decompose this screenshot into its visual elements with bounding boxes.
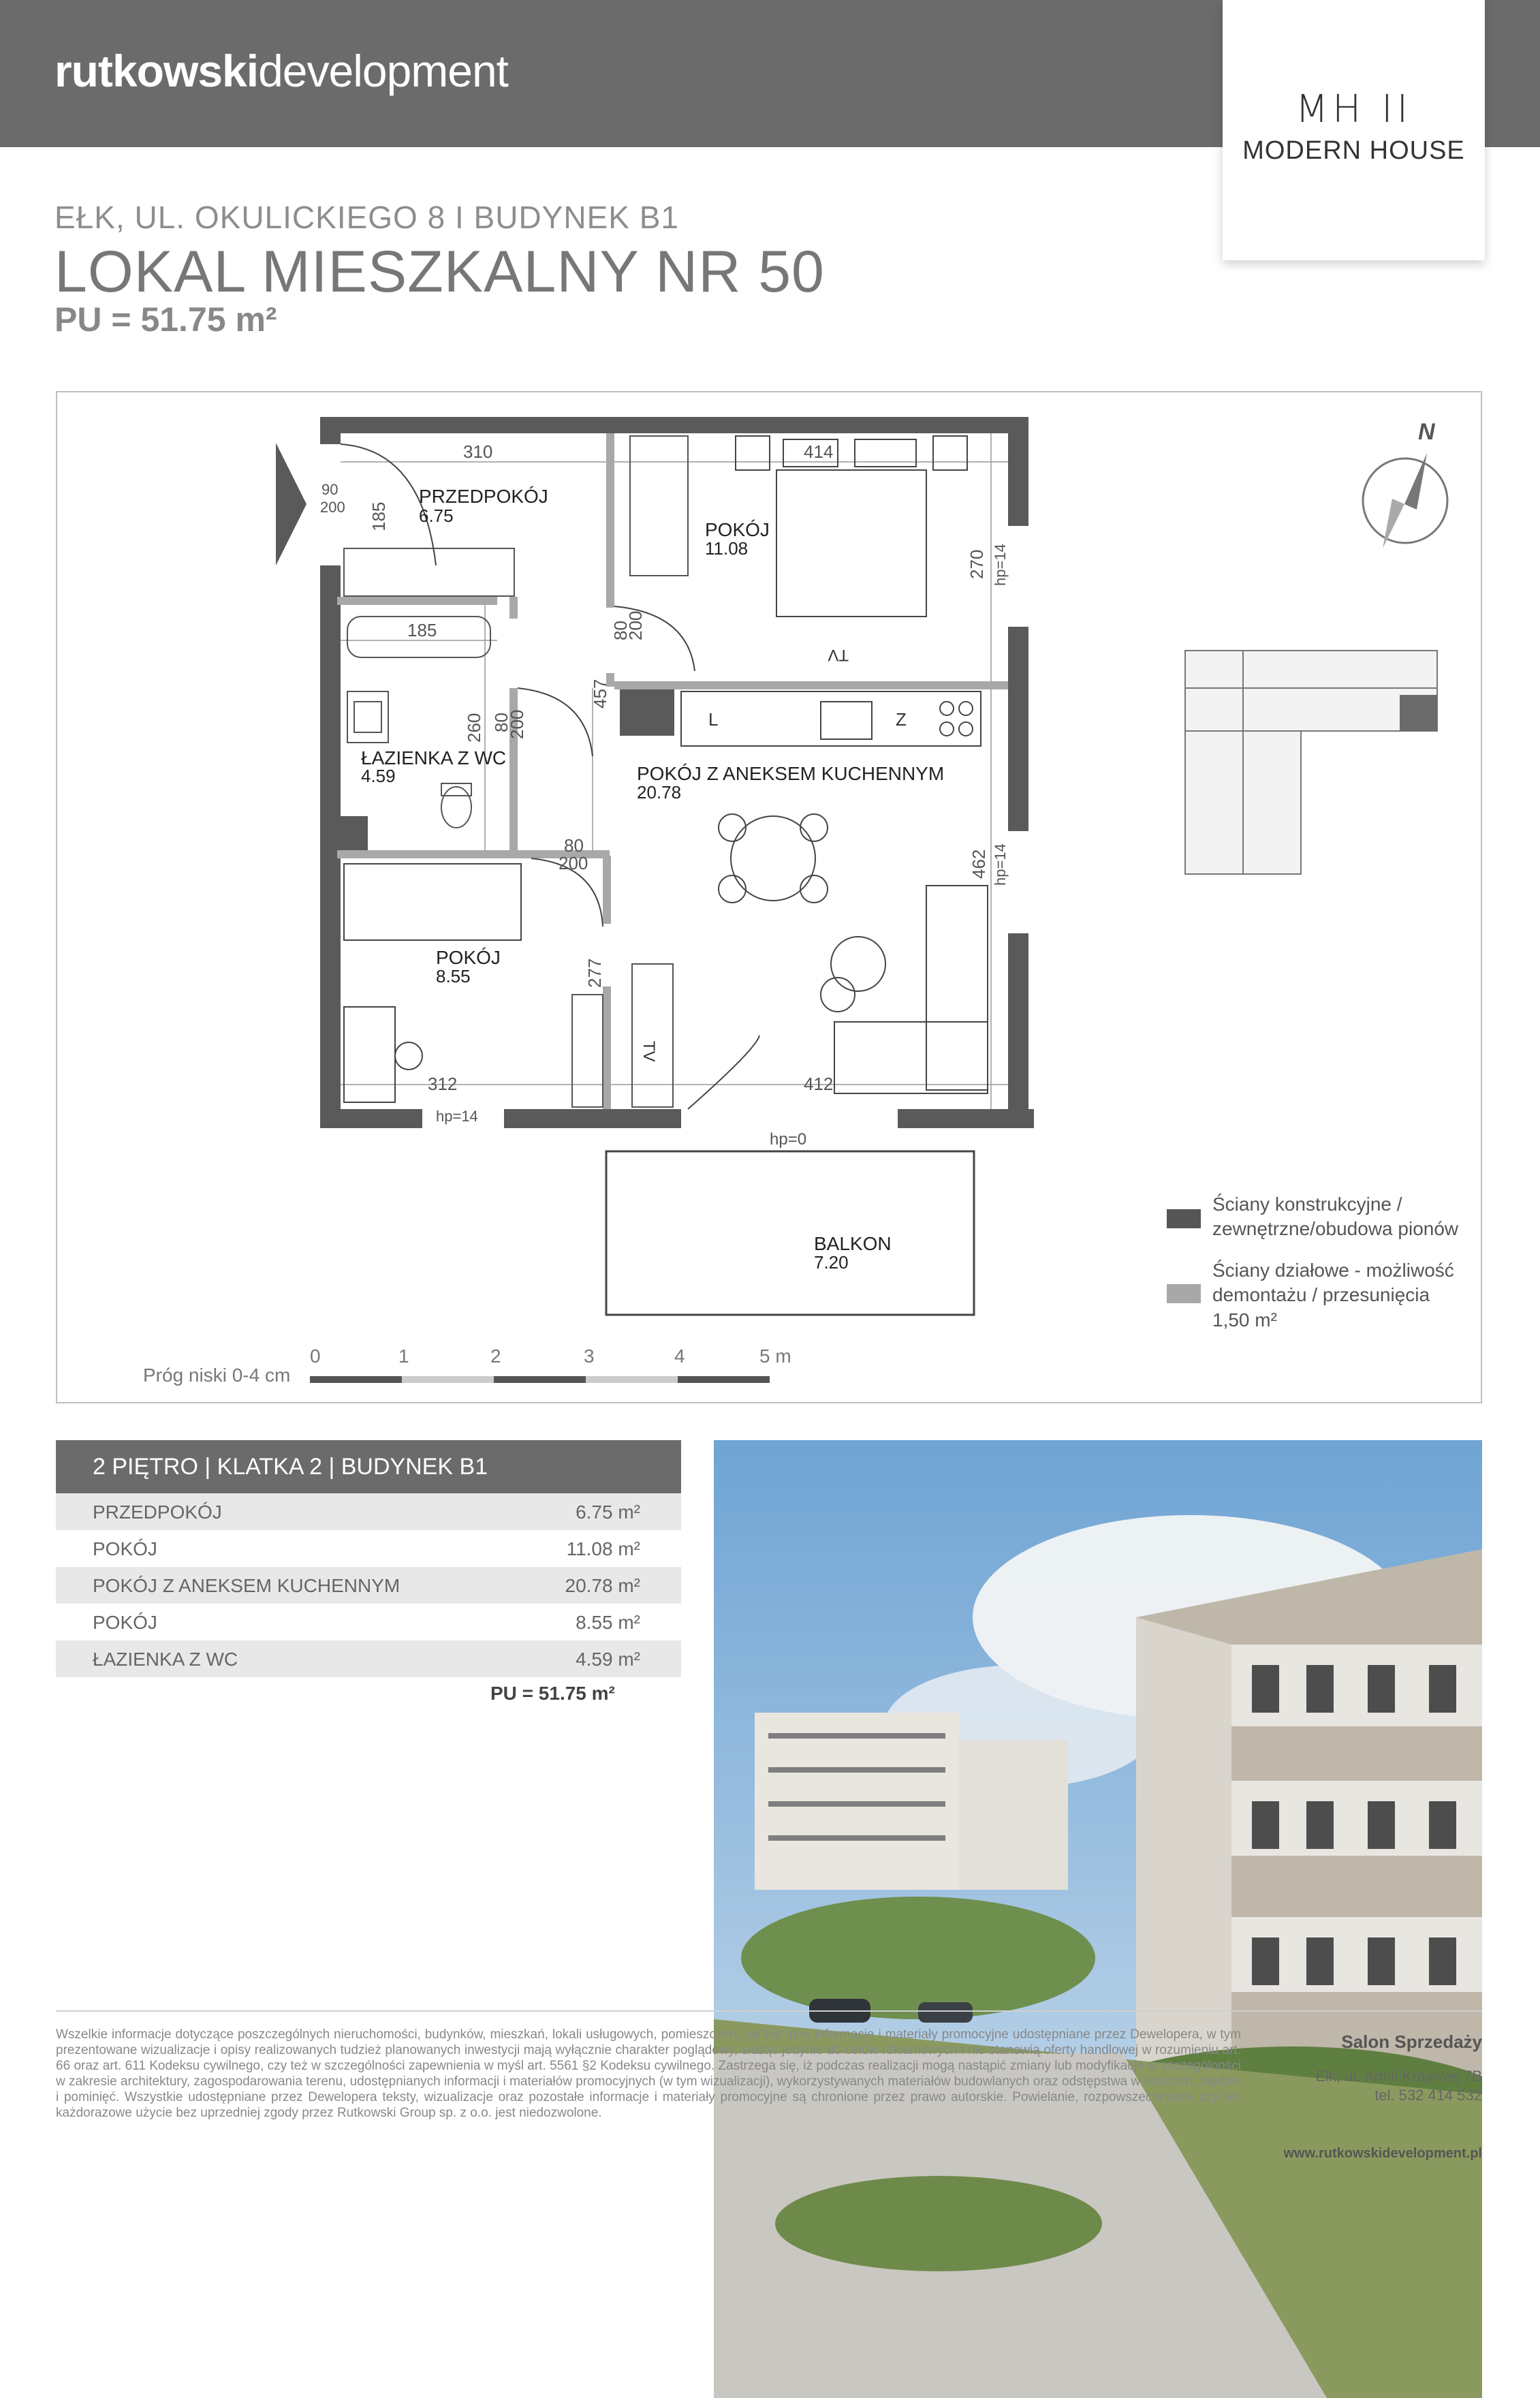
dim-text: 260 xyxy=(464,713,484,743)
compass-icon xyxy=(1363,419,1447,548)
dim-text: hp=0 xyxy=(770,1130,807,1149)
dim-text: 310 xyxy=(463,441,493,462)
table-total: PU = 51.75 m² xyxy=(490,1683,615,1704)
legend-structural: Ściany konstrukcyjne / zewnętrzne/obudowa pionów xyxy=(1212,1194,1459,1239)
legend-swatch-structural xyxy=(1167,1209,1201,1228)
scale-tick: 1 xyxy=(398,1345,409,1367)
dim-text: 200 xyxy=(320,499,345,516)
north-label: N xyxy=(1418,419,1435,445)
scale-tick: 0 xyxy=(310,1345,321,1367)
room-area: 7.20 xyxy=(814,1252,849,1273)
legend-partition: Ściany działowe - możliwość demontażu / przesunięcia xyxy=(1212,1260,1454,1305)
room-name: POKÓJ xyxy=(705,519,770,540)
scale-tick: 2 xyxy=(490,1345,501,1367)
sofa xyxy=(821,886,988,1093)
website-link[interactable]: www.rutkowskidevelopment.pl xyxy=(1283,2146,1482,2161)
dim-text: 277 xyxy=(584,958,605,988)
building-key-plan xyxy=(1185,651,1437,874)
dim-text: 462 xyxy=(969,849,989,879)
dim-text: 185 xyxy=(368,501,389,531)
entrance-arrow-icon xyxy=(276,443,307,565)
dim-text: 457 xyxy=(590,679,610,708)
logo-name: MODERN HOUSE xyxy=(1242,136,1465,165)
freezer-label: Z xyxy=(896,709,907,730)
scale-bar xyxy=(310,1376,770,1383)
scale-tick: 4 xyxy=(674,1345,685,1367)
room-area: 20.78 xyxy=(637,782,682,803)
tv-label: TV xyxy=(640,1041,658,1062)
room-area: 6.75 xyxy=(419,505,454,526)
building-visualization xyxy=(714,1440,1482,2398)
legal-disclaimer: Wszelkie informacje dotyczące poszczególnych nieruchomości, budynków, mieszkań, lokali usługowych, pomieszczeń, jak też inne informacje i materiały promocyjne udostępniane przez Dewelopera, w tym prezentowane wizualizacje i opisy realizowanych tudzież planowanych inwestycji mają wyłącznie charakter poglądowy, służąc jedynie do celów reklamowych i nie stanowią oferty handlowej w rozumieniu art. 66 oraz art. 611 Kodeksu cywilnego, czy też w szczególności zapewnienia w myśl art. 5561 §2 Kodeksu cywilnego. Zastrzega się, iż podczas realizacji mogą nastąpić zmiany lub modyfikacje w szczególności w zakresie architektury, zagospodarowania terenu, udostępnianych informacji i materiałów promocyjnych (w tym wizualizacji), wykorzystywanych materiałów budowlanych oraz odstępstwa w kolorach, błędów i pominięć. Wszystkie udostępniane przez Dewelopera teksty, wizualizacje oraz pozostałe informacje i materiały promocyjne są chronione przez prawo autorskie. Powielanie, rozpowszechnianie czy też każdorazowe użycie bez uprzedniej zgody przez Rutkowski Group sp. z o.o. jest niedozwolone. xyxy=(56,2027,1241,2120)
dim-text: 200 xyxy=(559,853,588,873)
footer-divider xyxy=(56,2010,1482,2012)
room-area: 8.55 xyxy=(436,966,471,986)
dim-text: 200 xyxy=(625,610,646,640)
room-name: PRZEDPOKÓJ xyxy=(419,486,548,507)
kitchen-counter xyxy=(681,691,981,746)
dim-text: 90 xyxy=(321,481,339,498)
sales-office-address: Ełk, ul. Armii Krajowej 7B xyxy=(1315,2068,1482,2085)
bed-small xyxy=(344,864,521,1102)
dim-text: 414 xyxy=(804,441,834,462)
table-row: PRZEDPOKÓJ 6.75 m² xyxy=(56,1493,681,1530)
table-row: POKÓJ Z ANEKSEM KUCHENNYM 20.78 m² xyxy=(56,1567,681,1604)
legend-partition-area: 1,50 m² xyxy=(1212,1309,1277,1330)
scale-tick: 5 m xyxy=(759,1345,791,1367)
fridge-label: L xyxy=(708,709,719,730)
bed-large xyxy=(736,436,967,617)
table-row: ŁAZIENKA Z WC 4.59 m² xyxy=(56,1640,681,1677)
dim-text: 185 xyxy=(407,620,437,640)
sales-office-title: Salon Sprzedaży xyxy=(1341,2031,1482,2052)
dim-text: 80 xyxy=(610,621,631,640)
scale-tick: 3 xyxy=(584,1345,595,1367)
unit-title: LOKAL MIESZKALNY NR 50 xyxy=(54,239,825,305)
room-name: POKÓJ xyxy=(436,947,501,968)
room-name: BALKON xyxy=(814,1233,892,1254)
dim-text: hp=14 xyxy=(436,1108,478,1125)
dim-text: 312 xyxy=(428,1074,458,1094)
sales-office-phone[interactable]: tel. 532 414 532 xyxy=(1374,2087,1482,2104)
room-area: 4.59 xyxy=(361,766,396,786)
brand-logo: rutkowskidevelopment xyxy=(54,46,509,96)
logo-mark: MH II xyxy=(1295,87,1413,131)
dining-table xyxy=(719,814,828,903)
dim-text: 412 xyxy=(804,1074,834,1094)
dim-text: hp=14 xyxy=(992,544,1009,586)
room-name: ŁAZIENKA Z WC xyxy=(361,747,507,768)
scale-label: Próg niski 0-4 cm xyxy=(143,1365,291,1386)
dim-text: 80 xyxy=(491,713,512,732)
balcony-outline xyxy=(606,1151,974,1315)
table-row: POKÓJ 11.08 m² xyxy=(93,1538,640,1559)
dim-text: 270 xyxy=(967,549,987,579)
usable-area: PU = 51.75 m² xyxy=(54,300,277,339)
address: EŁK, UL. OKULICKIEGO 8 I BUDYNEK B1 xyxy=(54,200,679,235)
dim-text: 80 xyxy=(564,835,584,856)
room-area: 11.08 xyxy=(705,538,749,559)
dim-text: hp=14 xyxy=(992,843,1009,886)
tv-label: TV xyxy=(828,646,849,664)
room-name: POKÓJ Z ANEKSEM KUCHENNYM xyxy=(637,763,945,784)
table-row: POKÓJ 8.55 m² xyxy=(93,1612,640,1633)
dim-text: 200 xyxy=(507,709,527,739)
floor-info-heading: 2 PIĘTRO | KLATKA 2 | BUDYNEK B1 xyxy=(56,1440,681,1493)
legend-swatch-partition xyxy=(1167,1284,1201,1303)
